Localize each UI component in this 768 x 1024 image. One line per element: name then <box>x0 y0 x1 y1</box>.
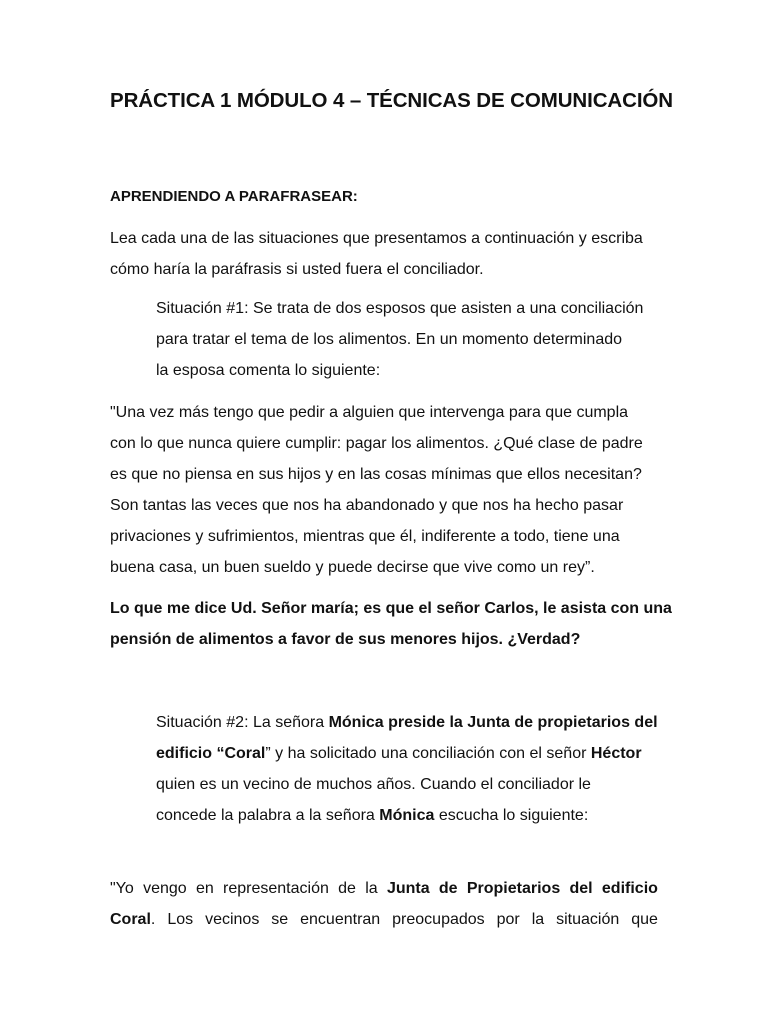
word: la <box>531 911 545 928</box>
word <box>110 904 155 935</box>
document-title: PRÁCTICA 1 MÓDULO 4 – TÉCNICAS DE COMUNICACIÓN <box>110 89 673 112</box>
bold-word: Propietarios <box>466 880 561 897</box>
quote-1-line: privaciones y sufrimientos, mientras que él, indiferente a todo, tiene una <box>110 528 620 545</box>
word: de <box>338 880 356 897</box>
situation-1-line: la esposa comenta lo siguiente: <box>156 362 381 379</box>
intro-paragraph <box>110 223 643 285</box>
bold-word: edificio <box>601 880 658 897</box>
intro-line: cómo haría la paráfrasis si usted fuera el conciliador. <box>110 261 484 278</box>
word: situación <box>556 911 620 928</box>
quote-1-line: "Una vez más tengo que pedir a alguien que intervenga para que cumpla <box>110 404 629 421</box>
situation-2-line <box>156 707 658 738</box>
section-heading: APRENDIENDO A PARAFRASEAR: <box>110 188 358 205</box>
bold-run: edificio “Coral <box>156 745 266 762</box>
situation-2-line <box>156 738 658 769</box>
situation-2-line: quien es un vecino de muchos años. Cuando el conciliador le <box>156 776 591 793</box>
bold-run: Héctor <box>590 745 642 762</box>
quote-1-line: es que no piensa en sus hijos y en las cosas mínimas que ellos necesitan? <box>110 466 642 483</box>
situation-1-line: para tratar el tema de los alimentos. En un momento determinado <box>156 331 623 348</box>
bold-word: Junta <box>386 880 430 897</box>
intro-line: Lea cada una de las situaciones que presentamos a continuación y escriba <box>110 230 643 247</box>
bold-run: Mónica preside la Junta de propietarios del <box>328 714 658 731</box>
situation-1-paragraph <box>156 293 643 386</box>
situation-2-line <box>156 800 658 831</box>
word: se <box>271 911 289 928</box>
word: en <box>195 880 214 897</box>
word: vengo <box>143 880 187 897</box>
situation-1-line: Situación #1: Se trata de dos esposos que asisten a una conciliación <box>156 300 644 317</box>
quote-2-paragraph <box>110 873 658 935</box>
quote-1-line: buena casa, un buen sueldo y puede decirse que vive como un rey”. <box>110 559 595 576</box>
word: Los <box>167 911 194 928</box>
situation-2-paragraph <box>156 707 658 831</box>
word: vecinos <box>205 911 260 928</box>
answer-1-line: Lo que me dice Ud. Señor maría; es que el señor Carlos, le asista con una <box>110 600 672 617</box>
quote-2-line <box>110 904 658 935</box>
bold-word: del <box>569 880 593 897</box>
text-run: Situación #2: La señora <box>156 714 329 731</box>
answer-1-line: pensión de alimentos a favor de sus menores hijos. ¿Verdad? <box>110 631 581 648</box>
word: "Yo <box>110 880 134 897</box>
bold-run: Mónica <box>379 807 435 824</box>
text-run: ” y ha solicitado una conciliación con el señor <box>265 745 591 762</box>
word: representación <box>223 880 329 897</box>
word: encuentran <box>300 911 381 928</box>
word: preocupados <box>392 911 485 928</box>
word: que <box>631 911 658 928</box>
bold-word: Coral <box>110 911 151 928</box>
quote-1-line: con lo que nunca quiere cumplir: pagar los alimentos. ¿Qué clase de padre <box>110 435 643 452</box>
quote-1-paragraph <box>110 397 643 583</box>
word: . <box>150 911 156 928</box>
quote-2-line <box>110 873 658 904</box>
word: por <box>496 911 520 928</box>
quote-1-line: Son tantas las veces que nos ha abandonado y que nos ha hecho pasar <box>110 497 624 514</box>
text-run: concede la palabra a la señora <box>156 807 380 824</box>
answer-1-paragraph <box>110 593 672 655</box>
text-run: escucha lo siguiente: <box>434 807 589 824</box>
bold-word: de <box>438 880 458 897</box>
word: la <box>365 880 378 897</box>
